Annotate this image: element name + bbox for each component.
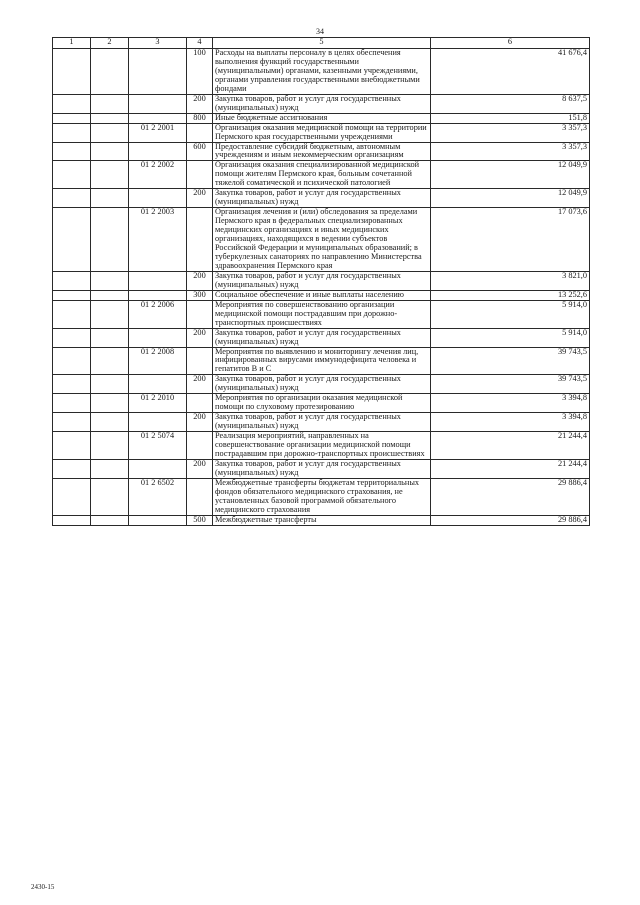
table-row bbox=[53, 189, 590, 208]
cell-subsection bbox=[91, 142, 129, 161]
cell-subsection bbox=[91, 459, 129, 478]
cell-target-article bbox=[129, 515, 187, 525]
cell-description: Межбюджетные трансферты bbox=[213, 515, 431, 525]
cell-target-article bbox=[129, 189, 187, 208]
cell-amount: 39 743,5 bbox=[431, 375, 590, 394]
cell-amount: 5 914,0 bbox=[431, 328, 590, 347]
cell-expense-type: 500 bbox=[187, 515, 213, 525]
cell-subsection bbox=[91, 347, 129, 375]
cell-target-article: 01 2 2006 bbox=[129, 300, 187, 328]
cell-subsection bbox=[91, 189, 129, 208]
cell-description: Закупка товаров, работ и услуг для государственных (муниципальных) нужд bbox=[213, 328, 431, 347]
cell-target-article bbox=[129, 113, 187, 123]
cell-amount: 12 049,9 bbox=[431, 161, 590, 189]
cell-section bbox=[53, 94, 91, 113]
table-row bbox=[53, 113, 590, 123]
cell-amount: 39 743,5 bbox=[431, 347, 590, 375]
cell-expense-type: 600 bbox=[187, 142, 213, 161]
cell-description: Организация оказания специализированной медицинской помощи жителям Пермского края, больным сочетанной тяжелой соматической и психической патологией bbox=[213, 161, 431, 189]
table-row bbox=[53, 459, 590, 478]
cell-section bbox=[53, 189, 91, 208]
table-row bbox=[53, 94, 590, 113]
table-row bbox=[53, 271, 590, 290]
cell-subsection bbox=[91, 432, 129, 460]
cell-target-article bbox=[129, 94, 187, 113]
cell-subsection bbox=[91, 300, 129, 328]
cell-target-article: 01 2 6502 bbox=[129, 478, 187, 515]
cell-amount: 151,8 bbox=[431, 113, 590, 123]
footer-code: 2430-15 bbox=[31, 883, 55, 891]
cell-section bbox=[53, 347, 91, 375]
cell-target-article bbox=[129, 413, 187, 432]
cell-target-article bbox=[129, 142, 187, 161]
cell-section bbox=[53, 300, 91, 328]
table-row bbox=[53, 347, 590, 375]
table-row bbox=[53, 328, 590, 347]
column-header: 5 bbox=[213, 38, 431, 49]
cell-description: Закупка товаров, работ и услуг для государственных (муниципальных) нужд bbox=[213, 459, 431, 478]
cell-amount: 13 252,6 bbox=[431, 290, 590, 300]
cell-subsection bbox=[91, 208, 129, 272]
cell-section bbox=[53, 113, 91, 123]
cell-description: Социальное обеспечение и иные выплаты населению bbox=[213, 290, 431, 300]
table-row bbox=[53, 478, 590, 515]
table-row bbox=[53, 161, 590, 189]
cell-description: Закупка товаров, работ и услуг для государственных (муниципальных) нужд bbox=[213, 94, 431, 113]
cell-description: Межбюджетные трансферты бюджетам территориальных фондов обязательного медицинского страхования, не установленных базовой программой обязательного медицинского страхования bbox=[213, 478, 431, 515]
cell-subsection bbox=[91, 94, 129, 113]
cell-subsection bbox=[91, 515, 129, 525]
table-row bbox=[53, 300, 590, 328]
table-row bbox=[53, 432, 590, 460]
cell-description: Закупка товаров, работ и услуг для государственных (муниципальных) нужд bbox=[213, 375, 431, 394]
cell-target-article bbox=[129, 290, 187, 300]
cell-expense-type bbox=[187, 300, 213, 328]
cell-subsection bbox=[91, 113, 129, 123]
cell-subsection bbox=[91, 161, 129, 189]
cell-amount: 3 357,3 bbox=[431, 142, 590, 161]
cell-target-article bbox=[129, 459, 187, 478]
cell-expense-type: 100 bbox=[187, 49, 213, 95]
cell-target-article bbox=[129, 271, 187, 290]
cell-section bbox=[53, 208, 91, 272]
cell-description: Расходы на выплаты персоналу в целях обеспечения выполнения функций государственными (муниципальными) органами, казенными учреждениями, органами управления государственными внебюджетными фондами bbox=[213, 49, 431, 95]
cell-section bbox=[53, 161, 91, 189]
cell-description: Закупка товаров, работ и услуг для государственных (муниципальных) нужд bbox=[213, 271, 431, 290]
cell-amount: 8 637,5 bbox=[431, 94, 590, 113]
cell-target-article: 01 2 2002 bbox=[129, 161, 187, 189]
column-header: 3 bbox=[129, 38, 187, 49]
cell-subsection bbox=[91, 394, 129, 413]
cell-amount: 21 244,4 bbox=[431, 432, 590, 460]
cell-expense-type bbox=[187, 347, 213, 375]
cell-section bbox=[53, 394, 91, 413]
cell-section bbox=[53, 49, 91, 95]
cell-section bbox=[53, 413, 91, 432]
cell-expense-type bbox=[187, 478, 213, 515]
cell-target-article: 01 2 2001 bbox=[129, 123, 187, 142]
cell-section bbox=[53, 142, 91, 161]
cell-amount: 17 073,6 bbox=[431, 208, 590, 272]
cell-amount: 3 394,8 bbox=[431, 413, 590, 432]
column-header: 4 bbox=[187, 38, 213, 49]
table-row bbox=[53, 142, 590, 161]
table-row bbox=[53, 515, 590, 525]
cell-description: Организация оказания медицинской помощи на территории Пермского края государственными учреждениями bbox=[213, 123, 431, 142]
page-number: 34 bbox=[316, 27, 324, 36]
cell-description: Мероприятия по выявлению и мониторингу лечения лиц, инфицированных вирусами иммунодефицита человека и гепатитов В и С bbox=[213, 347, 431, 375]
cell-expense-type: 200 bbox=[187, 459, 213, 478]
cell-description: Иные бюджетные ассигнования bbox=[213, 113, 431, 123]
table-row bbox=[53, 413, 590, 432]
cell-subsection bbox=[91, 123, 129, 142]
cell-subsection bbox=[91, 290, 129, 300]
cell-amount: 3 821,0 bbox=[431, 271, 590, 290]
cell-target-article bbox=[129, 375, 187, 394]
cell-description: Предоставление субсидий бюджетным, автономным учреждениям и иным некоммерческим организациям bbox=[213, 142, 431, 161]
cell-target-article: 01 2 2003 bbox=[129, 208, 187, 272]
cell-expense-type: 800 bbox=[187, 113, 213, 123]
cell-target-article: 01 2 2008 bbox=[129, 347, 187, 375]
column-header: 2 bbox=[91, 38, 129, 49]
cell-description: Мероприятия по совершенствованию организации медицинской помощи пострадавшим при дорожно-транспортных происшествиях bbox=[213, 300, 431, 328]
column-header: 6 bbox=[431, 38, 590, 49]
cell-description: Закупка товаров, работ и услуг для государственных (муниципальных) нужд bbox=[213, 413, 431, 432]
table-row bbox=[53, 208, 590, 272]
cell-expense-type bbox=[187, 208, 213, 272]
cell-subsection bbox=[91, 478, 129, 515]
cell-subsection bbox=[91, 49, 129, 95]
cell-amount: 3 394,8 bbox=[431, 394, 590, 413]
cell-target-article: 01 2 5074 bbox=[129, 432, 187, 460]
cell-subsection bbox=[91, 328, 129, 347]
table-row bbox=[53, 290, 590, 300]
cell-amount: 29 886,4 bbox=[431, 515, 590, 525]
cell-description: Закупка товаров, работ и услуг для государственных (муниципальных) нужд bbox=[213, 189, 431, 208]
cell-target-article: 01 2 2010 bbox=[129, 394, 187, 413]
cell-section bbox=[53, 432, 91, 460]
cell-amount: 5 914,0 bbox=[431, 300, 590, 328]
header-row bbox=[53, 38, 590, 49]
column-header: 1 bbox=[53, 38, 91, 49]
cell-expense-type: 200 bbox=[187, 413, 213, 432]
cell-section bbox=[53, 375, 91, 394]
cell-section bbox=[53, 478, 91, 515]
cell-amount: 29 886,4 bbox=[431, 478, 590, 515]
cell-expense-type: 300 bbox=[187, 290, 213, 300]
table-row bbox=[53, 394, 590, 413]
cell-subsection bbox=[91, 271, 129, 290]
cell-target-article bbox=[129, 49, 187, 95]
cell-expense-type bbox=[187, 394, 213, 413]
cell-section bbox=[53, 459, 91, 478]
cell-amount: 3 357,3 bbox=[431, 123, 590, 142]
cell-expense-type bbox=[187, 123, 213, 142]
cell-expense-type: 200 bbox=[187, 94, 213, 113]
cell-section bbox=[53, 271, 91, 290]
budget-table bbox=[52, 37, 590, 526]
cell-description: Организация лечения и (или) обследования за пределами Пермского края в федеральных специализированных медицинских организациях и иных медицинских организациях, находящихся в ведении субъектов Российской Федерации и муниципальных образований; в туберкулезных санаториях по направлению Министерства здравоохранения Пермского края bbox=[213, 208, 431, 272]
cell-expense-type bbox=[187, 161, 213, 189]
table-row bbox=[53, 49, 590, 95]
table-row bbox=[53, 375, 590, 394]
cell-subsection bbox=[91, 375, 129, 394]
cell-section bbox=[53, 328, 91, 347]
cell-section bbox=[53, 123, 91, 142]
cell-expense-type bbox=[187, 432, 213, 460]
cell-expense-type: 200 bbox=[187, 189, 213, 208]
cell-description: Мероприятия по организации оказания медицинской помощи по слуховому протезированию bbox=[213, 394, 431, 413]
table-row bbox=[53, 123, 590, 142]
cell-expense-type: 200 bbox=[187, 375, 213, 394]
cell-target-article bbox=[129, 328, 187, 347]
cell-amount: 21 244,4 bbox=[431, 459, 590, 478]
cell-expense-type: 200 bbox=[187, 328, 213, 347]
cell-section bbox=[53, 515, 91, 525]
cell-description: Реализация мероприятий, направленных на совершенствование организации медицинской помощи пострадавшим при дорожно-транспортных происшествиях bbox=[213, 432, 431, 460]
cell-amount: 41 676,4 bbox=[431, 49, 590, 95]
cell-amount: 12 049,9 bbox=[431, 189, 590, 208]
cell-expense-type: 200 bbox=[187, 271, 213, 290]
table-body bbox=[53, 49, 590, 526]
cell-section bbox=[53, 290, 91, 300]
cell-subsection bbox=[91, 413, 129, 432]
